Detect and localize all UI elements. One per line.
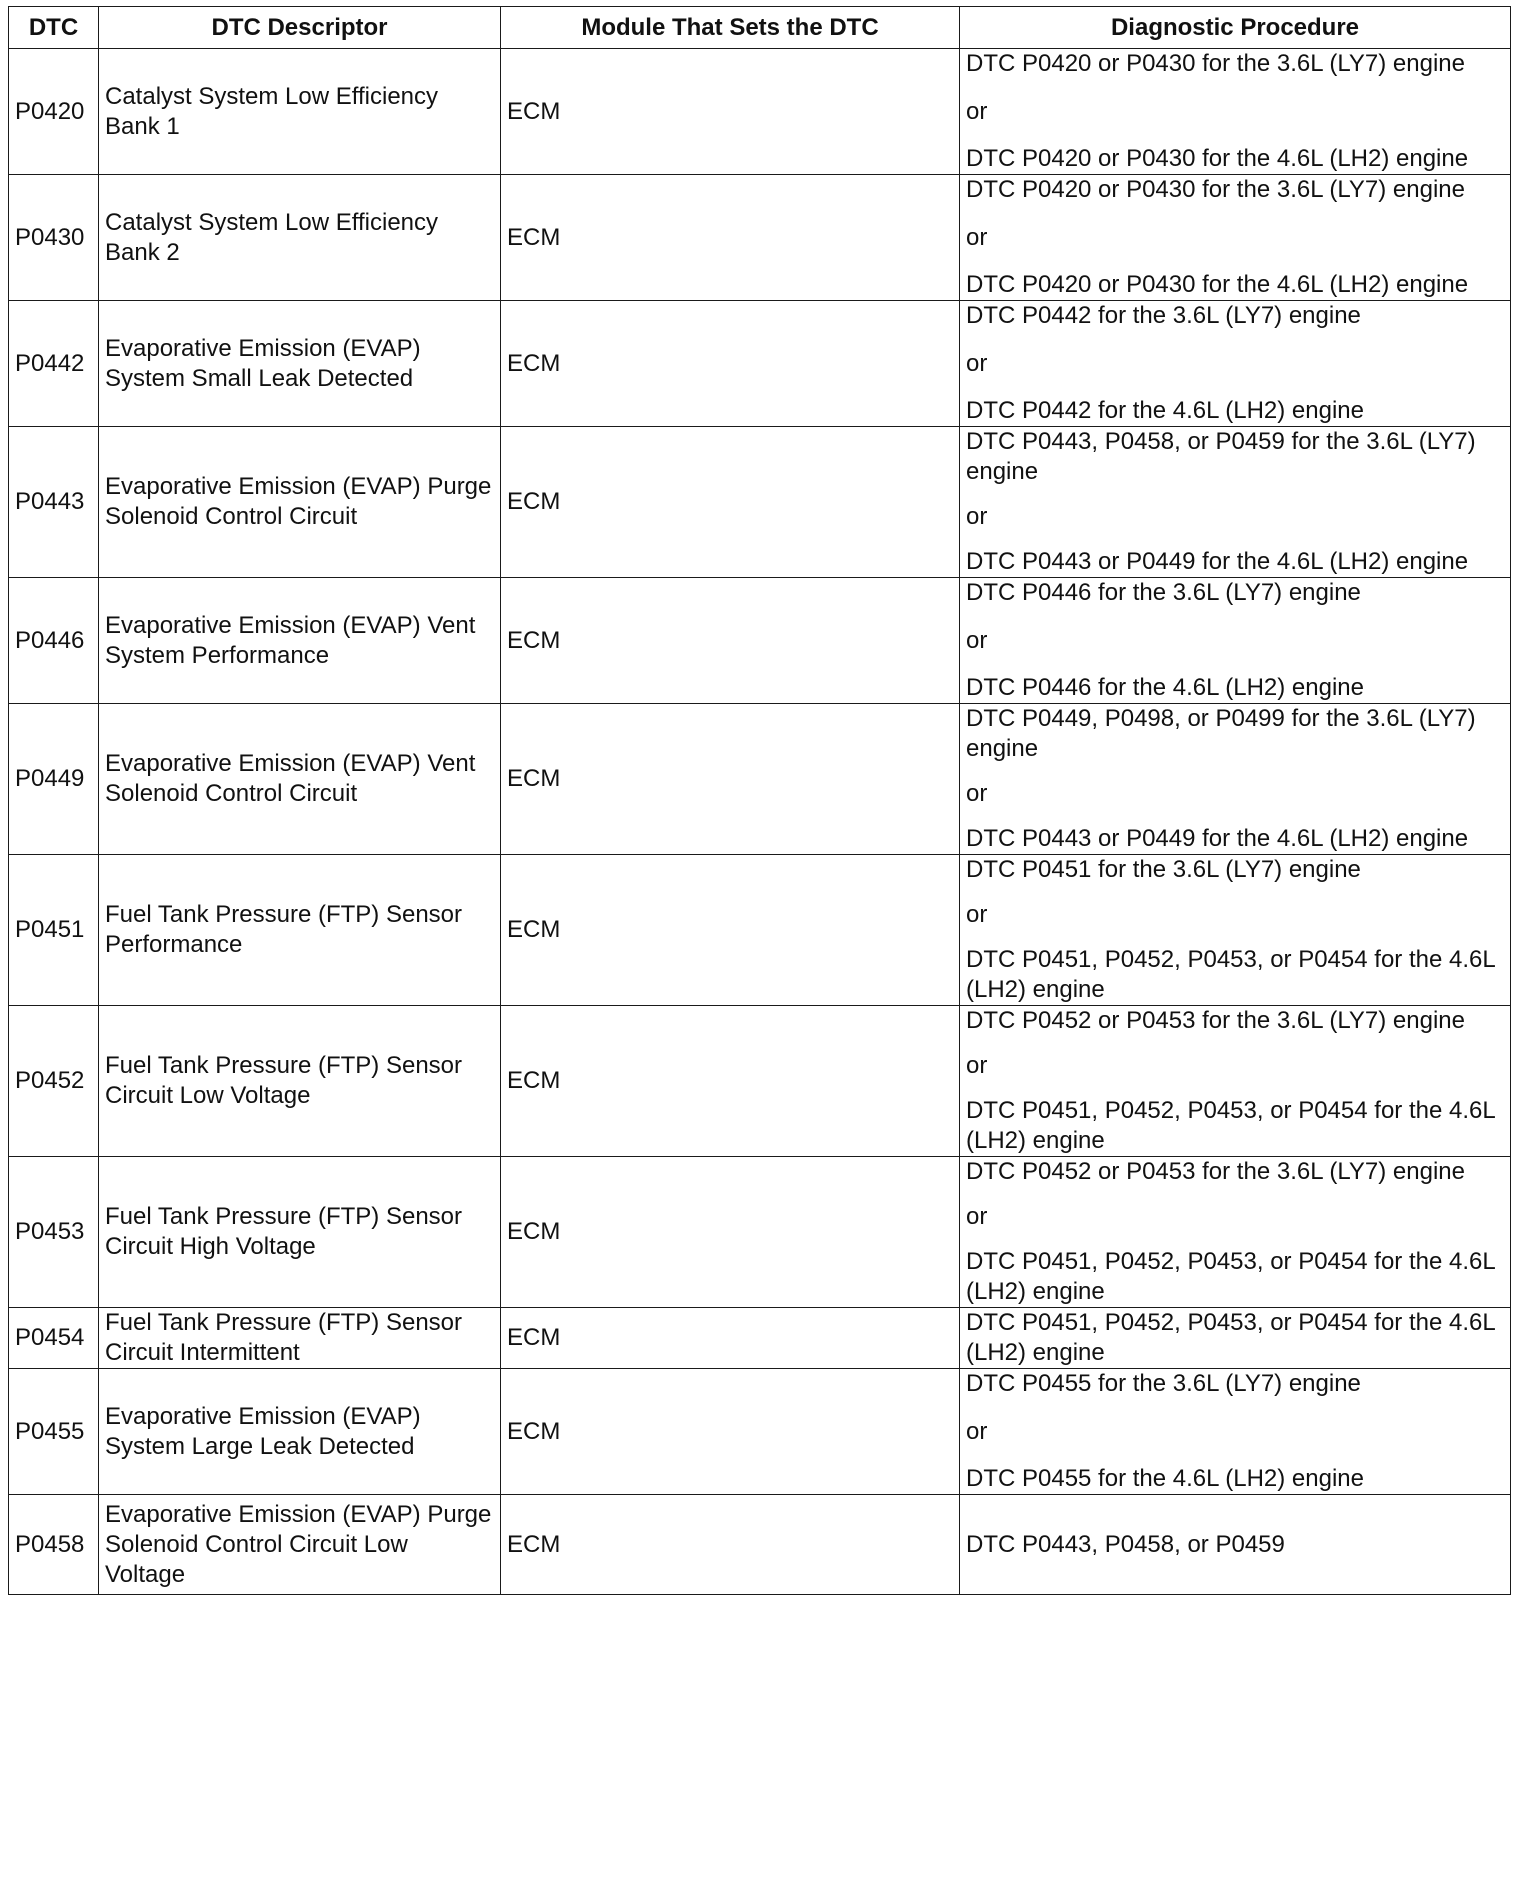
cell-module: ECM xyxy=(501,855,960,1006)
cell-procedure xyxy=(960,1369,1511,1495)
procedure-line: DTC P0452 or P0453 for the 3.6L (LY7) engine xyxy=(966,1158,1465,1185)
cell-procedure xyxy=(960,578,1511,704)
procedure-line: or xyxy=(966,503,988,530)
cell-descriptor: Catalyst System Low Efficiency Bank 2 xyxy=(99,175,501,301)
cell-descriptor: Fuel Tank Pressure (FTP) Sensor Circuit High Voltage xyxy=(99,1157,501,1308)
cell-dtc: P0458 xyxy=(9,1495,99,1595)
table-row xyxy=(9,49,1511,175)
cell-dtc: P0442 xyxy=(9,301,99,427)
cell-descriptor: Fuel Tank Pressure (FTP) Sensor Circuit Low Voltage xyxy=(99,1006,501,1157)
procedure-line: DTC P0420 or P0430 for the 4.6L (LH2) engine xyxy=(966,271,1469,298)
header-module: Module That Sets the DTC xyxy=(501,7,960,49)
cell-module: ECM xyxy=(501,1495,960,1595)
cell-module: ECM xyxy=(501,578,960,704)
procedure-line: or xyxy=(966,1052,988,1079)
cell-dtc: P0454 xyxy=(9,1308,99,1369)
procedure-line: or xyxy=(966,626,988,654)
cell-procedure xyxy=(960,1006,1511,1157)
procedure-line: DTC P0451, P0452, P0453, or P0454 for the 4.6L (LH2) engine xyxy=(966,1309,1495,1366)
procedure-line: DTC P0451 for the 3.6L (LY7) engine xyxy=(966,856,1361,883)
procedure-line: DTC P0442 for the 4.6L (LH2) engine xyxy=(966,397,1365,424)
cell-descriptor: Fuel Tank Pressure (FTP) Sensor Performance xyxy=(99,855,501,1006)
procedure-line: DTC P0452 or P0453 for the 3.6L (LY7) engine xyxy=(966,1007,1465,1034)
cell-procedure xyxy=(960,704,1511,855)
procedure-line: or xyxy=(966,97,988,125)
procedure-line: DTC P0443 or P0449 for the 4.6L (LH2) engine xyxy=(966,825,1469,852)
procedure-line: or xyxy=(966,349,988,377)
cell-descriptor: Fuel Tank Pressure (FTP) Sensor Circuit Intermittent xyxy=(99,1308,501,1369)
cell-module: ECM xyxy=(501,301,960,427)
procedure-line: DTC P0446 for the 4.6L (LH2) engine xyxy=(966,674,1365,701)
cell-dtc: P0452 xyxy=(9,1006,99,1157)
procedure-line: or xyxy=(966,223,988,251)
procedure-line: DTC P0443, P0458, or P0459 for the 3.6L (LY7) engine xyxy=(966,428,1476,485)
cell-module: ECM xyxy=(501,1308,960,1369)
cell-dtc: P0430 xyxy=(9,175,99,301)
cell-descriptor: Evaporative Emission (EVAP) Vent Solenoid Control Circuit xyxy=(99,704,501,855)
procedure-line: DTC P0455 for the 3.6L (LY7) engine xyxy=(966,1370,1361,1397)
cell-descriptor: Evaporative Emission (EVAP) Purge Solenoid Control Circuit Low Voltage xyxy=(99,1495,501,1595)
table-row xyxy=(9,427,1511,578)
cell-procedure xyxy=(960,427,1511,578)
table-header xyxy=(9,7,1511,49)
cell-descriptor: Evaporative Emission (EVAP) System Small Leak Detected xyxy=(99,301,501,427)
cell-dtc: P0451 xyxy=(9,855,99,1006)
cell-module: ECM xyxy=(501,1157,960,1308)
dtc-table xyxy=(8,6,1511,1595)
procedure-line: DTC P0420 or P0430 for the 3.6L (LY7) engine xyxy=(966,176,1465,203)
procedure-line: or xyxy=(966,901,988,928)
procedure-line: DTC P0451, P0452, P0453, or P0454 for the 4.6L (LH2) engine xyxy=(966,1248,1495,1305)
table-body xyxy=(9,49,1511,1595)
procedure-line: DTC P0442 for the 3.6L (LY7) engine xyxy=(966,302,1361,329)
header-dtc: DTC xyxy=(9,7,99,49)
procedure-line: or xyxy=(966,780,988,807)
cell-procedure xyxy=(960,301,1511,427)
cell-module: ECM xyxy=(501,704,960,855)
cell-descriptor: Evaporative Emission (EVAP) Vent System Performance xyxy=(99,578,501,704)
table-row xyxy=(9,1308,1511,1369)
cell-dtc: P0443 xyxy=(9,427,99,578)
table-row xyxy=(9,301,1511,427)
cell-module: ECM xyxy=(501,1006,960,1157)
cell-dtc: P0420 xyxy=(9,49,99,175)
procedure-line: DTC P0449, P0498, or P0499 for the 3.6L (LY7) engine xyxy=(966,705,1476,762)
procedure-line: DTC P0451, P0452, P0453, or P0454 for the 4.6L (LH2) engine xyxy=(966,946,1495,1003)
table-row xyxy=(9,578,1511,704)
procedure-line: DTC P0443, P0458, or P0459 xyxy=(966,1530,1285,1558)
cell-procedure xyxy=(960,49,1511,175)
cell-module: ECM xyxy=(501,175,960,301)
cell-module: ECM xyxy=(501,427,960,578)
cell-procedure xyxy=(960,1308,1511,1369)
table-row xyxy=(9,855,1511,1006)
cell-procedure xyxy=(960,1495,1511,1595)
header-row xyxy=(9,7,1511,49)
procedure-line: DTC P0455 for the 4.6L (LH2) engine xyxy=(966,1465,1365,1492)
cell-descriptor: Evaporative Emission (EVAP) System Large Leak Detected xyxy=(99,1369,501,1495)
cell-module: ECM xyxy=(501,1369,960,1495)
table-row xyxy=(9,1369,1511,1495)
table-row xyxy=(9,1495,1511,1595)
procedure-line: or xyxy=(966,1417,988,1445)
header-procedure: Diagnostic Procedure xyxy=(960,7,1511,49)
table-row xyxy=(9,704,1511,855)
cell-procedure xyxy=(960,175,1511,301)
cell-procedure xyxy=(960,855,1511,1006)
cell-dtc: P0449 xyxy=(9,704,99,855)
table-row xyxy=(9,1157,1511,1308)
procedure-line: DTC P0443 or P0449 for the 4.6L (LH2) engine xyxy=(966,548,1469,575)
cell-module: ECM xyxy=(501,49,960,175)
procedure-line: DTC P0446 for the 3.6L (LY7) engine xyxy=(966,579,1361,606)
table-row xyxy=(9,1006,1511,1157)
header-descriptor: DTC Descriptor xyxy=(99,7,501,49)
table-row xyxy=(9,175,1511,301)
procedure-line: DTC P0420 or P0430 for the 4.6L (LH2) engine xyxy=(966,145,1469,172)
procedure-line: or xyxy=(966,1203,988,1230)
procedure-line: DTC P0451, P0452, P0453, or P0454 for the 4.6L (LH2) engine xyxy=(966,1097,1495,1154)
cell-dtc: P0453 xyxy=(9,1157,99,1308)
procedure-line: DTC P0420 or P0430 for the 3.6L (LY7) engine xyxy=(966,50,1465,77)
cell-descriptor: Evaporative Emission (EVAP) Purge Solenoid Control Circuit xyxy=(99,427,501,578)
cell-dtc: P0446 xyxy=(9,578,99,704)
cell-procedure xyxy=(960,1157,1511,1308)
cell-descriptor: Catalyst System Low Efficiency Bank 1 xyxy=(99,49,501,175)
cell-dtc: P0455 xyxy=(9,1369,99,1495)
